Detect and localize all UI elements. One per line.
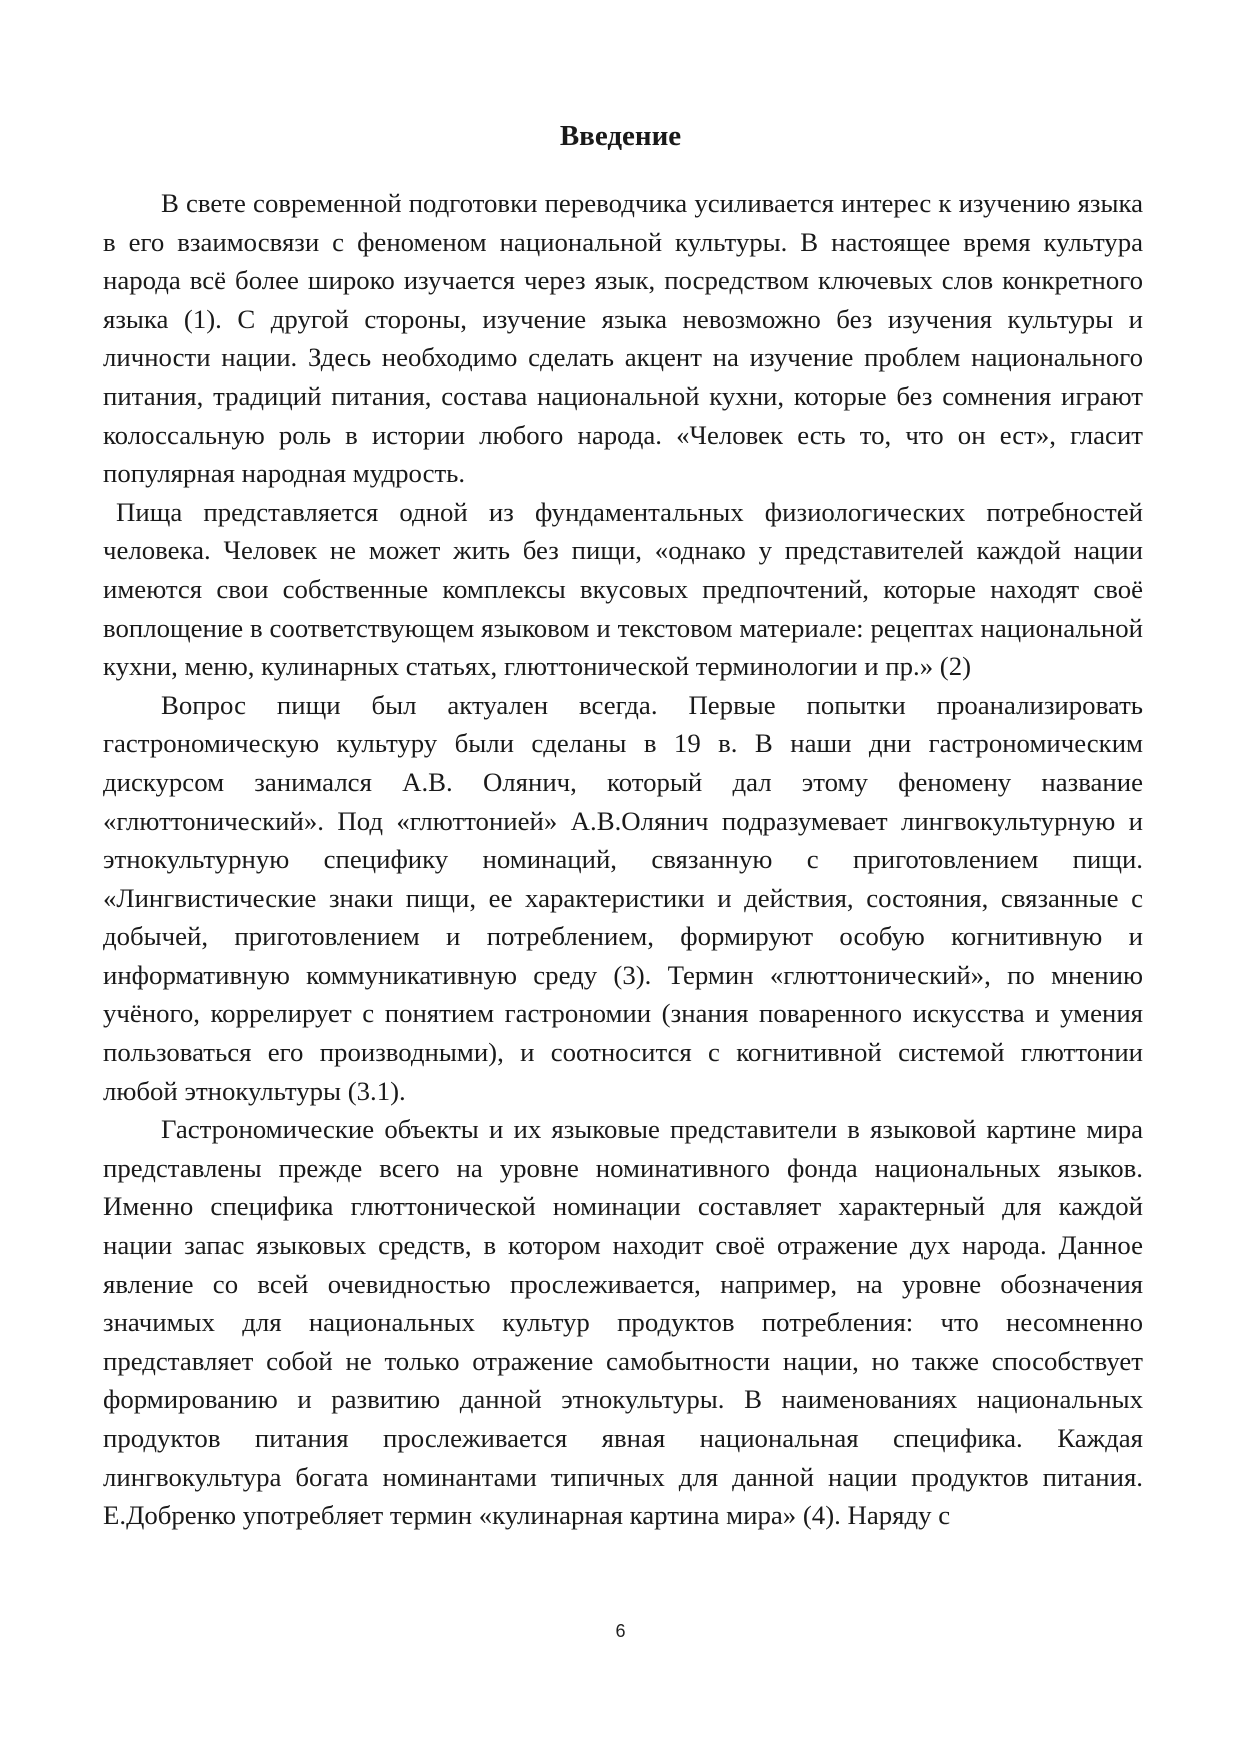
page-title: Введение <box>559 120 682 152</box>
paragraph-1: В свете современной подготовки переводчика усиливается интерес к изучению языка в его взаимосвязи с феноменом национальной культуры. В настоящее время культура народа всё более широко изучается через язык, посредством ключевых слов конкретного языка (1). С другой стороны, изучение языка невозможно без изучения культуры и личности нации. Здесь необходимо сделать акцент на изучение проблем национального питания, традиций питания, состава национальной кухни, которые без сомнения играют колоссальную роль в истории любого народа. «Человек есть то, что он ест», гласит популярная народная мудрость. <box>103 188 1143 489</box>
paragraph-2: Пища представляется одной из фундаментальных физиологических потребностей человека. Человек не может жить без пищи, «однако у представителей каждой нации имеются свои собственные комплексы вкусовых предпочтений, которые находят своё воплощение в соответствующем языковом и текстовом материале: рецептах национальной кухни, меню, кулинарных статьях, глюттонической терминологии и пр.» (2) <box>103 496 1143 682</box>
page-number: 6 <box>615 1621 626 1641</box>
body-text <box>103 184 1143 1535</box>
paragraph-3: Вопрос пищи был актуален всегда. Первые попытки проанализировать гастрономическую культуру были сделаны в 19 в. В наши дни гастрономическим дискурсом занимался А.В. Олянич, который дал этому феномену название «глюттонический». Под «глюттонией» А.В.Олянич подразумевает лингвокультурную и этнокультурную специфику номинаций, связанную с приготовлением пищи. «Лингвистические знаки пищи, ее характеристики и действия, состояния, связанные с добычей, приготовлением и потреблением, формируют особую когнитивную и информативную коммуникативную среду (3). Термин «глюттонический», по мнению учёного, коррелирует с понятием гастрономии (знания поваренного искусства и умения пользоваться его производными), и соотносится с когнитивной системой глюттонии любой этнокультуры (3.1). <box>103 689 1143 1106</box>
paragraph-4: Гастрономические объекты и их языковые представители в языковой картине мира представлены прежде всего на уровне номинативного фонда национальных языков. Именно специфика глюттонической номинации составляет характерный для каждой нации запас языковых средств, в котором находит своё отражение дух народа. Данное явление со всей очевидностью прослеживается, например, на уровне обозначения значимых для национальных культур продуктов потребления: что несомненно представляет собой не только отражение самобытности нации, но также способствует формированию и развитию данной этнокультуры. В наименованиях национальных продуктов питания прослеживается явная национальная специфика. Каждая лингвокультура богата номинантами типичных для данной нации продуктов питания. Е.Добренко употребляет термин «кулинарная картина мира» (4). Наряду с <box>103 1114 1143 1531</box>
